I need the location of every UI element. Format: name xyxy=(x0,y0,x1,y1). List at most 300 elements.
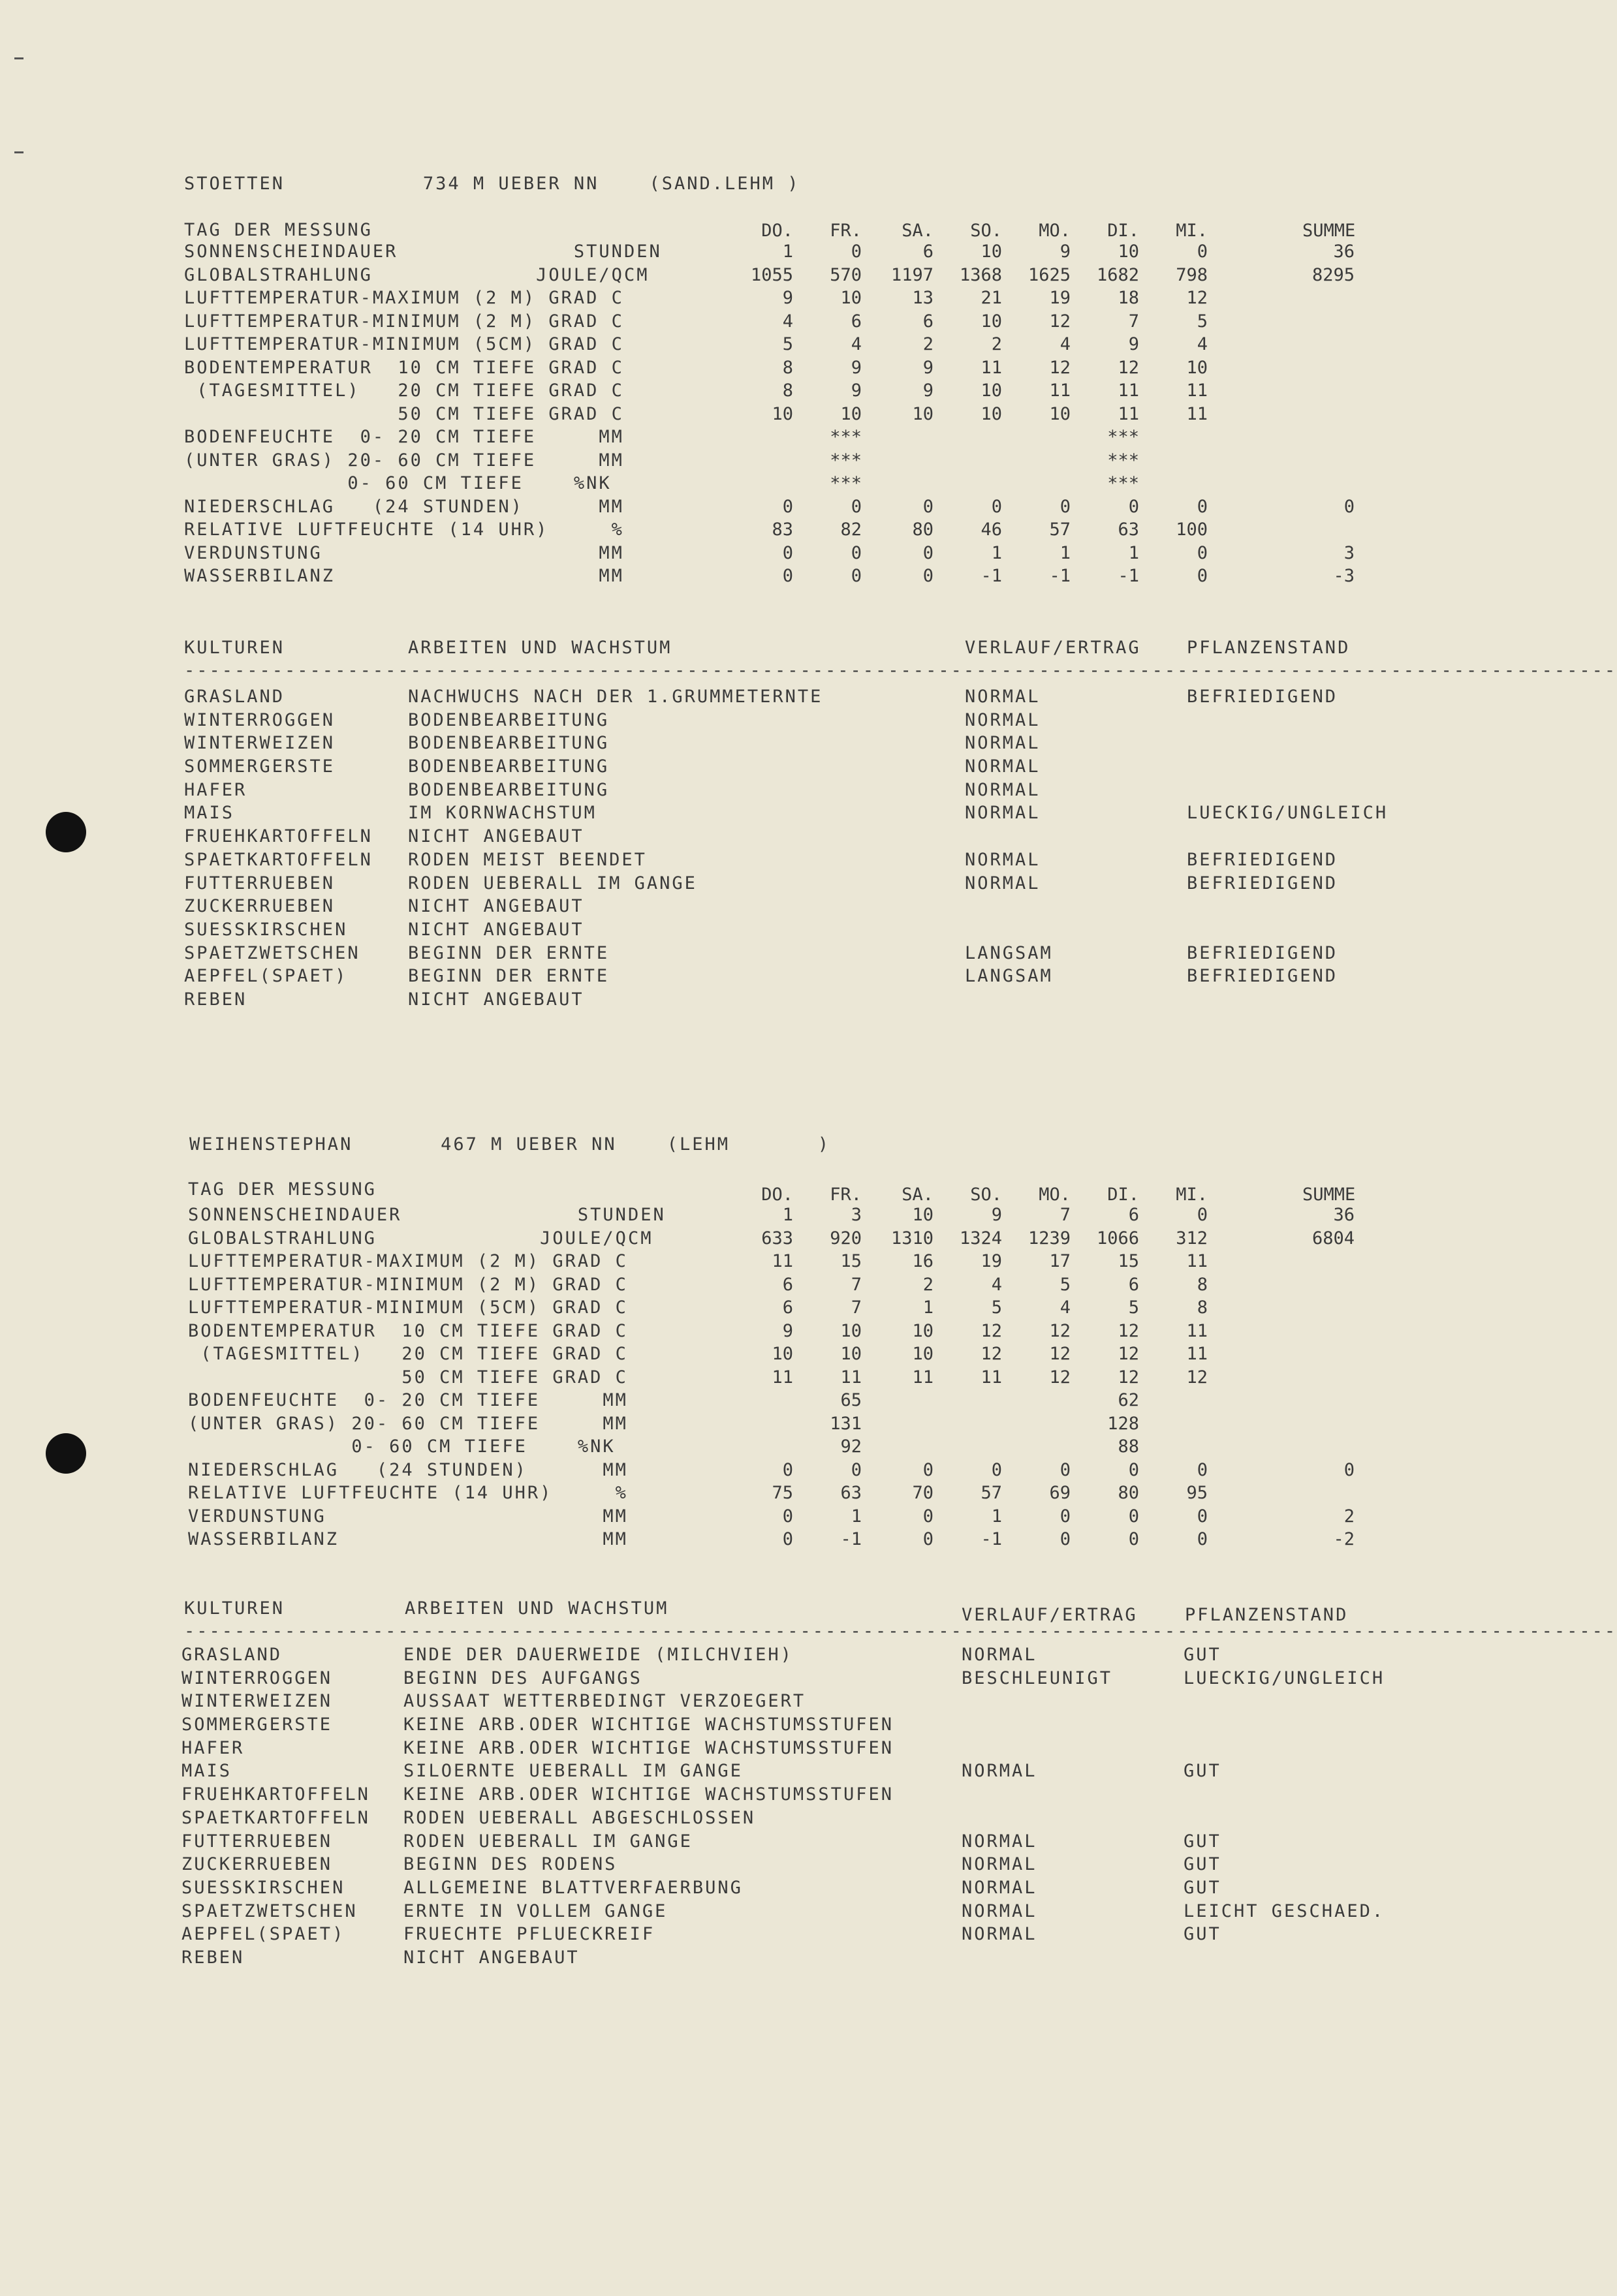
row-label: GLOBALSTRAHLUNG JOULE/QCM xyxy=(184,264,650,285)
measurement-row xyxy=(188,1389,1396,1412)
cell-value: 83 xyxy=(772,520,793,540)
cell-value: 6 xyxy=(782,1297,793,1318)
col-arbeiten: ARBEITEN UND WACHSTUM xyxy=(408,638,672,658)
cell-value: -1 xyxy=(1049,566,1071,586)
cell-value: 633 xyxy=(761,1228,793,1249)
sum-value: 8295 xyxy=(1311,264,1355,285)
measurement-row xyxy=(184,333,1392,356)
culture-row xyxy=(181,1713,1409,1737)
culture-row xyxy=(181,1667,1409,1690)
culture-row xyxy=(181,1783,1409,1807)
cell-value: 0 xyxy=(922,1459,934,1480)
day-header: DI. xyxy=(1107,1185,1139,1205)
cell-value: 11 xyxy=(1049,380,1071,401)
cell-value: 1055 xyxy=(750,264,793,285)
cell-value: *** xyxy=(1107,473,1139,493)
cell-value: 9 xyxy=(782,1320,793,1341)
culture-name: GRASLAND xyxy=(181,1645,283,1665)
cell-value: 11 xyxy=(840,1367,862,1388)
cell-value: 2 xyxy=(922,1274,934,1295)
col-pflanzen: PFLANZENSTAND xyxy=(1185,1605,1349,1625)
cell-value: 5 xyxy=(782,334,793,354)
cell-value: 62 xyxy=(1118,1390,1139,1410)
culture-stand: BEFRIEDIGEND xyxy=(1187,849,1338,870)
summe-header: SUMME xyxy=(1302,1185,1356,1205)
days-label: TAG DER MESSUNG xyxy=(188,1179,377,1200)
culture-row xyxy=(184,779,1411,802)
cell-value: 11 xyxy=(1186,403,1208,424)
row-label: VERDUNSTUNG MM xyxy=(188,1506,628,1527)
cell-value: 70 xyxy=(912,1483,934,1503)
row-label: (UNTER GRAS) 20- 60 CM TIEFE MM xyxy=(188,1413,628,1434)
cell-value: 0 xyxy=(851,566,862,586)
culture-name: SUESSKIRSCHEN xyxy=(184,919,348,940)
cell-value: 12 xyxy=(1118,1367,1139,1388)
cell-value: 18 xyxy=(1118,288,1139,308)
cell-value: 10 xyxy=(840,288,862,308)
cell-value: 11 xyxy=(1186,380,1208,401)
measurement-row xyxy=(188,1435,1396,1459)
cell-value: 1682 xyxy=(1096,264,1139,285)
cell-value: 5 xyxy=(1197,311,1208,332)
cell-value: 8 xyxy=(782,357,793,378)
cell-value: 12 xyxy=(981,1320,1002,1341)
cell-value: 80 xyxy=(1118,1483,1139,1503)
cell-value: 7 xyxy=(1060,1205,1071,1225)
row-label: LUFTTEMPERATUR-MINIMUM (5CM) GRAD C xyxy=(188,1297,628,1318)
cell-value: 0 xyxy=(1197,241,1208,262)
cell-value: 12 xyxy=(1118,357,1139,378)
cell-value: 0 xyxy=(922,542,934,563)
culture-row xyxy=(181,1737,1409,1760)
measurement-row xyxy=(188,1273,1396,1297)
culture-name: MAIS xyxy=(181,1761,232,1782)
culture-name: WINTERWEIZEN xyxy=(184,733,336,754)
culture-course: LANGSAM xyxy=(965,966,1053,987)
cell-value: 10 xyxy=(912,1320,934,1341)
cell-value: 12 xyxy=(1049,1367,1071,1388)
culture-name: FUTTERRUEBEN xyxy=(184,873,336,893)
col-arbeiten: ARBEITEN UND WACHSTUM xyxy=(405,1598,669,1619)
station-header: STOETTEN 734 M UEBER NN (SAND.LEHM ) xyxy=(184,174,800,194)
cell-value: 16 xyxy=(912,1251,934,1271)
culture-row xyxy=(181,1876,1409,1900)
dashed-rule: ------------------------------------------------------------------------------------------------------------------ xyxy=(184,660,1617,681)
cell-value: 10 xyxy=(840,1320,862,1341)
cell-value: 2 xyxy=(922,334,934,354)
cell-value: 10 xyxy=(840,1344,862,1364)
measurement-row xyxy=(188,1528,1396,1551)
cell-value: 63 xyxy=(1118,520,1139,540)
culture-course: NORMAL xyxy=(965,873,1041,893)
cell-value: -1 xyxy=(840,1529,862,1549)
culture-stand: GUT xyxy=(1184,1645,1221,1665)
culture-work: BODENBEARBEITUNG xyxy=(408,779,610,800)
culture-work: KEINE ARB.ODER WICHTIGE WACHSTUMSSTUFEN xyxy=(403,1714,894,1735)
culture-course: LANGSAM xyxy=(965,942,1053,963)
culture-name: WINTERROGGEN xyxy=(181,1668,333,1688)
measurement-row xyxy=(188,1342,1396,1366)
cell-value: 1 xyxy=(1060,542,1071,563)
cell-value: 4 xyxy=(1060,334,1071,354)
cell-value: 9 xyxy=(1128,334,1139,354)
culture-work: ALLGEMEINE BLATTVERFAERBUNG xyxy=(403,1877,743,1898)
culture-name: SUESSKIRSCHEN xyxy=(181,1877,345,1898)
culture-row xyxy=(184,732,1411,755)
cell-value: 1 xyxy=(991,542,1002,563)
culture-row xyxy=(181,1807,1409,1830)
cell-value: 1625 xyxy=(1028,264,1071,285)
cell-value: 9 xyxy=(851,380,862,401)
culture-work: BEGINN DES RODENS xyxy=(403,1854,618,1875)
cell-value: 65 xyxy=(840,1390,862,1410)
cell-value: 7 xyxy=(851,1297,862,1318)
cell-value: 11 xyxy=(1186,1251,1208,1271)
measurement-row xyxy=(188,1320,1396,1343)
measurement-row xyxy=(184,240,1392,264)
cell-value: 0 xyxy=(922,1506,934,1527)
culture-name: SPAETZWETSCHEN xyxy=(184,942,360,963)
culture-course: NORMAL xyxy=(962,1831,1037,1852)
cell-value: 1310 xyxy=(890,1228,934,1249)
measurement-table xyxy=(188,1203,1396,1551)
cell-value: 7 xyxy=(1128,311,1139,332)
cell-value: 0 xyxy=(851,1459,862,1480)
culture-row xyxy=(184,988,1411,1012)
measurement-row xyxy=(184,518,1392,542)
culture-row xyxy=(181,1853,1409,1876)
measurement-row xyxy=(188,1412,1396,1436)
col-kulturen: KULTUREN xyxy=(184,1598,285,1619)
culture-stand: LUECKIG/UNGLEICH xyxy=(1184,1668,1385,1688)
cell-value: 570 xyxy=(830,264,862,285)
cell-value: 312 xyxy=(1176,1228,1208,1249)
culture-course: NORMAL xyxy=(965,756,1041,777)
culture-work: AUSSAAT WETTERBEDINGT VERZOEGERT xyxy=(403,1691,806,1712)
cell-value: 0 xyxy=(991,1459,1002,1480)
day-header: MO. xyxy=(1039,1185,1071,1205)
cell-value: 12 xyxy=(1118,1344,1139,1364)
cell-value: 21 xyxy=(981,288,1002,308)
culture-stand: GUT xyxy=(1184,1924,1221,1945)
culture-name: AEPFEL(SPAET) xyxy=(181,1924,345,1945)
day-headers xyxy=(731,219,1384,243)
measurement-row xyxy=(184,310,1392,334)
cell-value: 6 xyxy=(922,241,934,262)
cell-value: 6 xyxy=(922,311,934,332)
cell-value: 9 xyxy=(782,288,793,308)
row-label: (TAGESMITTEL) 20 CM TIEFE GRAD C xyxy=(184,380,624,401)
cell-value: 10 xyxy=(981,311,1002,332)
cell-value: 1 xyxy=(1128,542,1139,563)
cell-value: 11 xyxy=(912,1367,934,1388)
culture-row xyxy=(184,709,1411,732)
edge-mark xyxy=(14,57,24,59)
cell-value: 92 xyxy=(840,1436,862,1457)
cell-value: 4 xyxy=(991,1274,1002,1295)
day-header: SO. xyxy=(970,1185,1002,1205)
culture-stand: GUT xyxy=(1184,1761,1221,1782)
cell-value: 0 xyxy=(782,1506,793,1527)
cell-value: 1 xyxy=(922,1297,934,1318)
cell-value: 12 xyxy=(1049,1320,1071,1341)
measurement-table xyxy=(184,240,1392,588)
culture-course: BESCHLEUNIGT xyxy=(962,1668,1113,1688)
row-label: LUFTTEMPERATUR-MINIMUM (2 M) GRAD C xyxy=(188,1274,628,1295)
culture-name: FRUEHKARTOFFELN xyxy=(184,826,373,847)
cell-value: 0 xyxy=(851,241,862,262)
cell-value: 11 xyxy=(981,357,1002,378)
row-label: VERDUNSTUNG MM xyxy=(184,542,624,563)
culture-name: WINTERROGGEN xyxy=(184,709,336,730)
row-label: RELATIVE LUFTFEUCHTE (14 UHR) % xyxy=(184,520,624,540)
cell-value: 11 xyxy=(772,1251,793,1271)
day-header: DO. xyxy=(761,1185,793,1205)
row-label: GLOBALSTRAHLUNG JOULE/QCM xyxy=(188,1228,653,1249)
punch-hole xyxy=(46,1433,86,1474)
cell-value: 4 xyxy=(851,334,862,354)
culture-stand: LEICHT GESCHAED. xyxy=(1184,1900,1385,1921)
cell-value: 5 xyxy=(1128,1297,1139,1318)
culture-work: KEINE ARB.ODER WICHTIGE WACHSTUMSSTUFEN xyxy=(403,1784,894,1805)
row-label: WASSERBILANZ MM xyxy=(188,1529,628,1549)
cell-value: *** xyxy=(830,450,862,471)
station-header: WEIHENSTEPHAN 467 M UEBER NN (LEHM ) xyxy=(189,1134,831,1155)
culture-row xyxy=(184,755,1411,779)
cell-value: 10 xyxy=(912,1344,934,1364)
measurement-row xyxy=(184,449,1392,473)
sum-value: -3 xyxy=(1333,566,1355,586)
cell-value: 46 xyxy=(981,520,1002,540)
measurement-row xyxy=(188,1482,1396,1505)
cell-value: 0 xyxy=(1197,542,1208,563)
cell-value: 0 xyxy=(1197,1459,1208,1480)
culture-stand: GUT xyxy=(1184,1831,1221,1852)
cell-value: 4 xyxy=(782,311,793,332)
cell-value: 9 xyxy=(1060,241,1071,262)
culture-work: ENDE DER DAUERWEIDE (MILCHVIEH) xyxy=(403,1645,793,1665)
cell-value: 9 xyxy=(851,357,862,378)
cell-value: 5 xyxy=(1060,1274,1071,1295)
days-label: TAG DER MESSUNG xyxy=(184,220,373,240)
culture-row xyxy=(181,1643,1409,1667)
sum-value: 3 xyxy=(1343,542,1355,563)
culture-name: WINTERWEIZEN xyxy=(181,1691,333,1712)
cell-value: 11 xyxy=(1118,403,1139,424)
row-label: 0- 60 CM TIEFE %NK xyxy=(184,473,612,493)
measurement-row xyxy=(184,379,1392,403)
culture-work: FRUECHTE PFLUECKREIF xyxy=(403,1924,655,1945)
culture-name: SOMMERGERSTE xyxy=(184,756,336,777)
culture-row xyxy=(181,1900,1409,1923)
day-header: SA. xyxy=(902,221,934,241)
row-label: (UNTER GRAS) 20- 60 CM TIEFE MM xyxy=(184,450,624,471)
cell-value: 12 xyxy=(981,1344,1002,1364)
cell-value: 10 xyxy=(840,403,862,424)
row-label: SONNENSCHEINDAUER STUNDEN xyxy=(188,1205,666,1225)
measurement-row xyxy=(188,1505,1396,1528)
cell-value: 0 xyxy=(1128,1506,1139,1527)
cell-value: 95 xyxy=(1186,1483,1208,1503)
cell-value: 1 xyxy=(782,241,793,262)
culture-work: KEINE ARB.ODER WICHTIGE WACHSTUMSSTUFEN xyxy=(403,1737,894,1758)
cell-value: 10 xyxy=(912,1205,934,1225)
cell-value: 0 xyxy=(851,496,862,517)
measurement-row xyxy=(184,356,1392,380)
edge-mark xyxy=(14,151,24,153)
culture-course: NORMAL xyxy=(965,849,1041,870)
culture-work: NICHT ANGEBAUT xyxy=(408,826,584,847)
day-header: MO. xyxy=(1039,221,1071,241)
cell-value: 0 xyxy=(1197,496,1208,517)
culture-name: ZUCKERRUEBEN xyxy=(184,896,336,917)
culture-row xyxy=(184,848,1411,872)
cell-value: 6 xyxy=(1128,1274,1139,1295)
culture-work: IM KORNWACHSTUM xyxy=(408,803,597,824)
culture-name: MAIS xyxy=(184,803,235,824)
punch-hole xyxy=(46,812,86,852)
cell-value: 10 xyxy=(1049,403,1071,424)
cell-value: 0 xyxy=(922,1529,934,1549)
cell-value: 11 xyxy=(1186,1344,1208,1364)
cell-value: 0 xyxy=(922,496,934,517)
day-header: DI. xyxy=(1107,221,1139,241)
cell-value: 6 xyxy=(1128,1205,1139,1225)
cultures-table xyxy=(184,685,1411,1012)
cell-value: 10 xyxy=(1186,357,1208,378)
cell-value: 0 xyxy=(851,542,862,563)
cell-value: 128 xyxy=(1107,1413,1139,1434)
culture-row xyxy=(181,1830,1409,1854)
day-header: FR. xyxy=(830,221,862,241)
row-label: 50 CM TIEFE GRAD C xyxy=(188,1367,628,1388)
culture-work: ERNTE IN VOLLEM GANGE xyxy=(403,1900,668,1921)
cell-value: 12 xyxy=(1049,1344,1071,1364)
row-label: BODENFEUCHTE 0- 20 CM TIEFE MM xyxy=(184,427,624,447)
col-kulturen: KULTUREN xyxy=(184,638,285,658)
measurement-row xyxy=(184,426,1392,449)
cell-value: 10 xyxy=(772,1344,793,1364)
cell-value: 12 xyxy=(1049,311,1071,332)
culture-name: ZUCKERRUEBEN xyxy=(181,1854,333,1875)
culture-name: FRUEHKARTOFFELN xyxy=(181,1784,370,1805)
cell-value: 1 xyxy=(782,1205,793,1225)
culture-course: NORMAL xyxy=(962,1645,1037,1665)
row-label: LUFTTEMPERATUR-MINIMUM (2 M) GRAD C xyxy=(184,311,624,332)
cultures-table xyxy=(181,1643,1409,1970)
culture-course: NORMAL xyxy=(965,779,1041,800)
cell-value: 0 xyxy=(1197,1506,1208,1527)
cell-value: 0 xyxy=(1197,566,1208,586)
day-header: FR. xyxy=(830,1185,862,1205)
cell-value: 0 xyxy=(782,496,793,517)
sum-value: 0 xyxy=(1343,1459,1355,1480)
cell-value: 11 xyxy=(981,1367,1002,1388)
cell-value: 57 xyxy=(1049,520,1071,540)
cell-value: 19 xyxy=(981,1251,1002,1271)
cell-value: 10 xyxy=(981,403,1002,424)
measurement-row xyxy=(184,403,1392,426)
day-header: SA. xyxy=(902,1185,934,1205)
cell-value: 0 xyxy=(1060,496,1071,517)
dashed-rule: ------------------------------------------------------------------------------------------------------------------ xyxy=(184,1621,1617,1641)
culture-work: RODEN UEBERALL IM GANGE xyxy=(403,1831,693,1852)
row-label: RELATIVE LUFTFEUCHTE (14 UHR) % xyxy=(188,1483,628,1503)
culture-work: NICHT ANGEBAUT xyxy=(408,989,584,1010)
row-label: LUFTTEMPERATUR-MINIMUM (5CM) GRAD C xyxy=(184,334,624,354)
measurement-row xyxy=(188,1203,1396,1227)
cell-value: 0 xyxy=(782,566,793,586)
cell-value: 10 xyxy=(981,241,1002,262)
cell-value: 2 xyxy=(991,334,1002,354)
culture-stand: GUT xyxy=(1184,1854,1221,1875)
cell-value: 1066 xyxy=(1096,1228,1139,1249)
culture-row xyxy=(181,1923,1409,1946)
cell-value: 0 xyxy=(782,1459,793,1480)
culture-work: RODEN UEBERALL IM GANGE xyxy=(408,873,697,893)
measurement-row xyxy=(188,1296,1396,1320)
culture-name: REBEN xyxy=(184,989,247,1010)
cell-value: 9 xyxy=(991,1205,1002,1225)
cell-value: 69 xyxy=(1049,1483,1071,1503)
sum-value: 6804 xyxy=(1311,1228,1355,1249)
cell-value: 0 xyxy=(1060,1506,1071,1527)
culture-stand: GUT xyxy=(1184,1877,1221,1898)
measurement-row xyxy=(188,1459,1396,1482)
culture-work: BODENBEARBEITUNG xyxy=(408,709,610,730)
culture-work: NICHT ANGEBAUT xyxy=(408,896,584,917)
cell-value: 0 xyxy=(1060,1459,1071,1480)
cell-value: 0 xyxy=(1128,1529,1139,1549)
cell-value: 5 xyxy=(991,1297,1002,1318)
culture-work: BEGINN DER ERNTE xyxy=(408,942,610,963)
culture-row xyxy=(181,1946,1409,1970)
row-label: (TAGESMITTEL) 20 CM TIEFE GRAD C xyxy=(188,1344,628,1364)
cell-value: 11 xyxy=(772,1367,793,1388)
cell-value: 10 xyxy=(981,380,1002,401)
cell-value: -1 xyxy=(981,1529,1002,1549)
cell-value: 8 xyxy=(1197,1297,1208,1318)
row-label: BODENTEMPERATUR 10 CM TIEFE GRAD C xyxy=(184,357,624,378)
cell-value: 10 xyxy=(912,403,934,424)
cell-value: 0 xyxy=(1128,1459,1139,1480)
cell-value: 6 xyxy=(851,311,862,332)
culture-row xyxy=(184,918,1411,942)
summe-header: SUMME xyxy=(1302,221,1356,241)
cell-value: 131 xyxy=(830,1413,862,1434)
culture-name: GRASLAND xyxy=(184,687,285,707)
cell-value: 8 xyxy=(1197,1274,1208,1295)
measurement-row xyxy=(184,472,1392,495)
culture-row xyxy=(181,1760,1409,1783)
cell-value: 9 xyxy=(922,357,934,378)
cell-value: 88 xyxy=(1118,1436,1139,1457)
culture-course: NORMAL xyxy=(965,709,1041,730)
cell-value: 13 xyxy=(912,288,934,308)
culture-work: BODENBEARBEITUNG xyxy=(408,733,610,754)
cell-value: 0 xyxy=(1128,496,1139,517)
culture-row xyxy=(184,801,1411,825)
culture-course: NORMAL xyxy=(962,1761,1037,1782)
day-header: SO. xyxy=(970,221,1002,241)
cell-value: 6 xyxy=(782,1274,793,1295)
culture-name: SPAETKARTOFFELN xyxy=(184,849,373,870)
culture-row xyxy=(184,685,1411,709)
sum-value: 2 xyxy=(1343,1506,1355,1527)
day-header-row xyxy=(731,219,1384,243)
cell-value: 1197 xyxy=(890,264,934,285)
cell-value: 0 xyxy=(1060,1529,1071,1549)
